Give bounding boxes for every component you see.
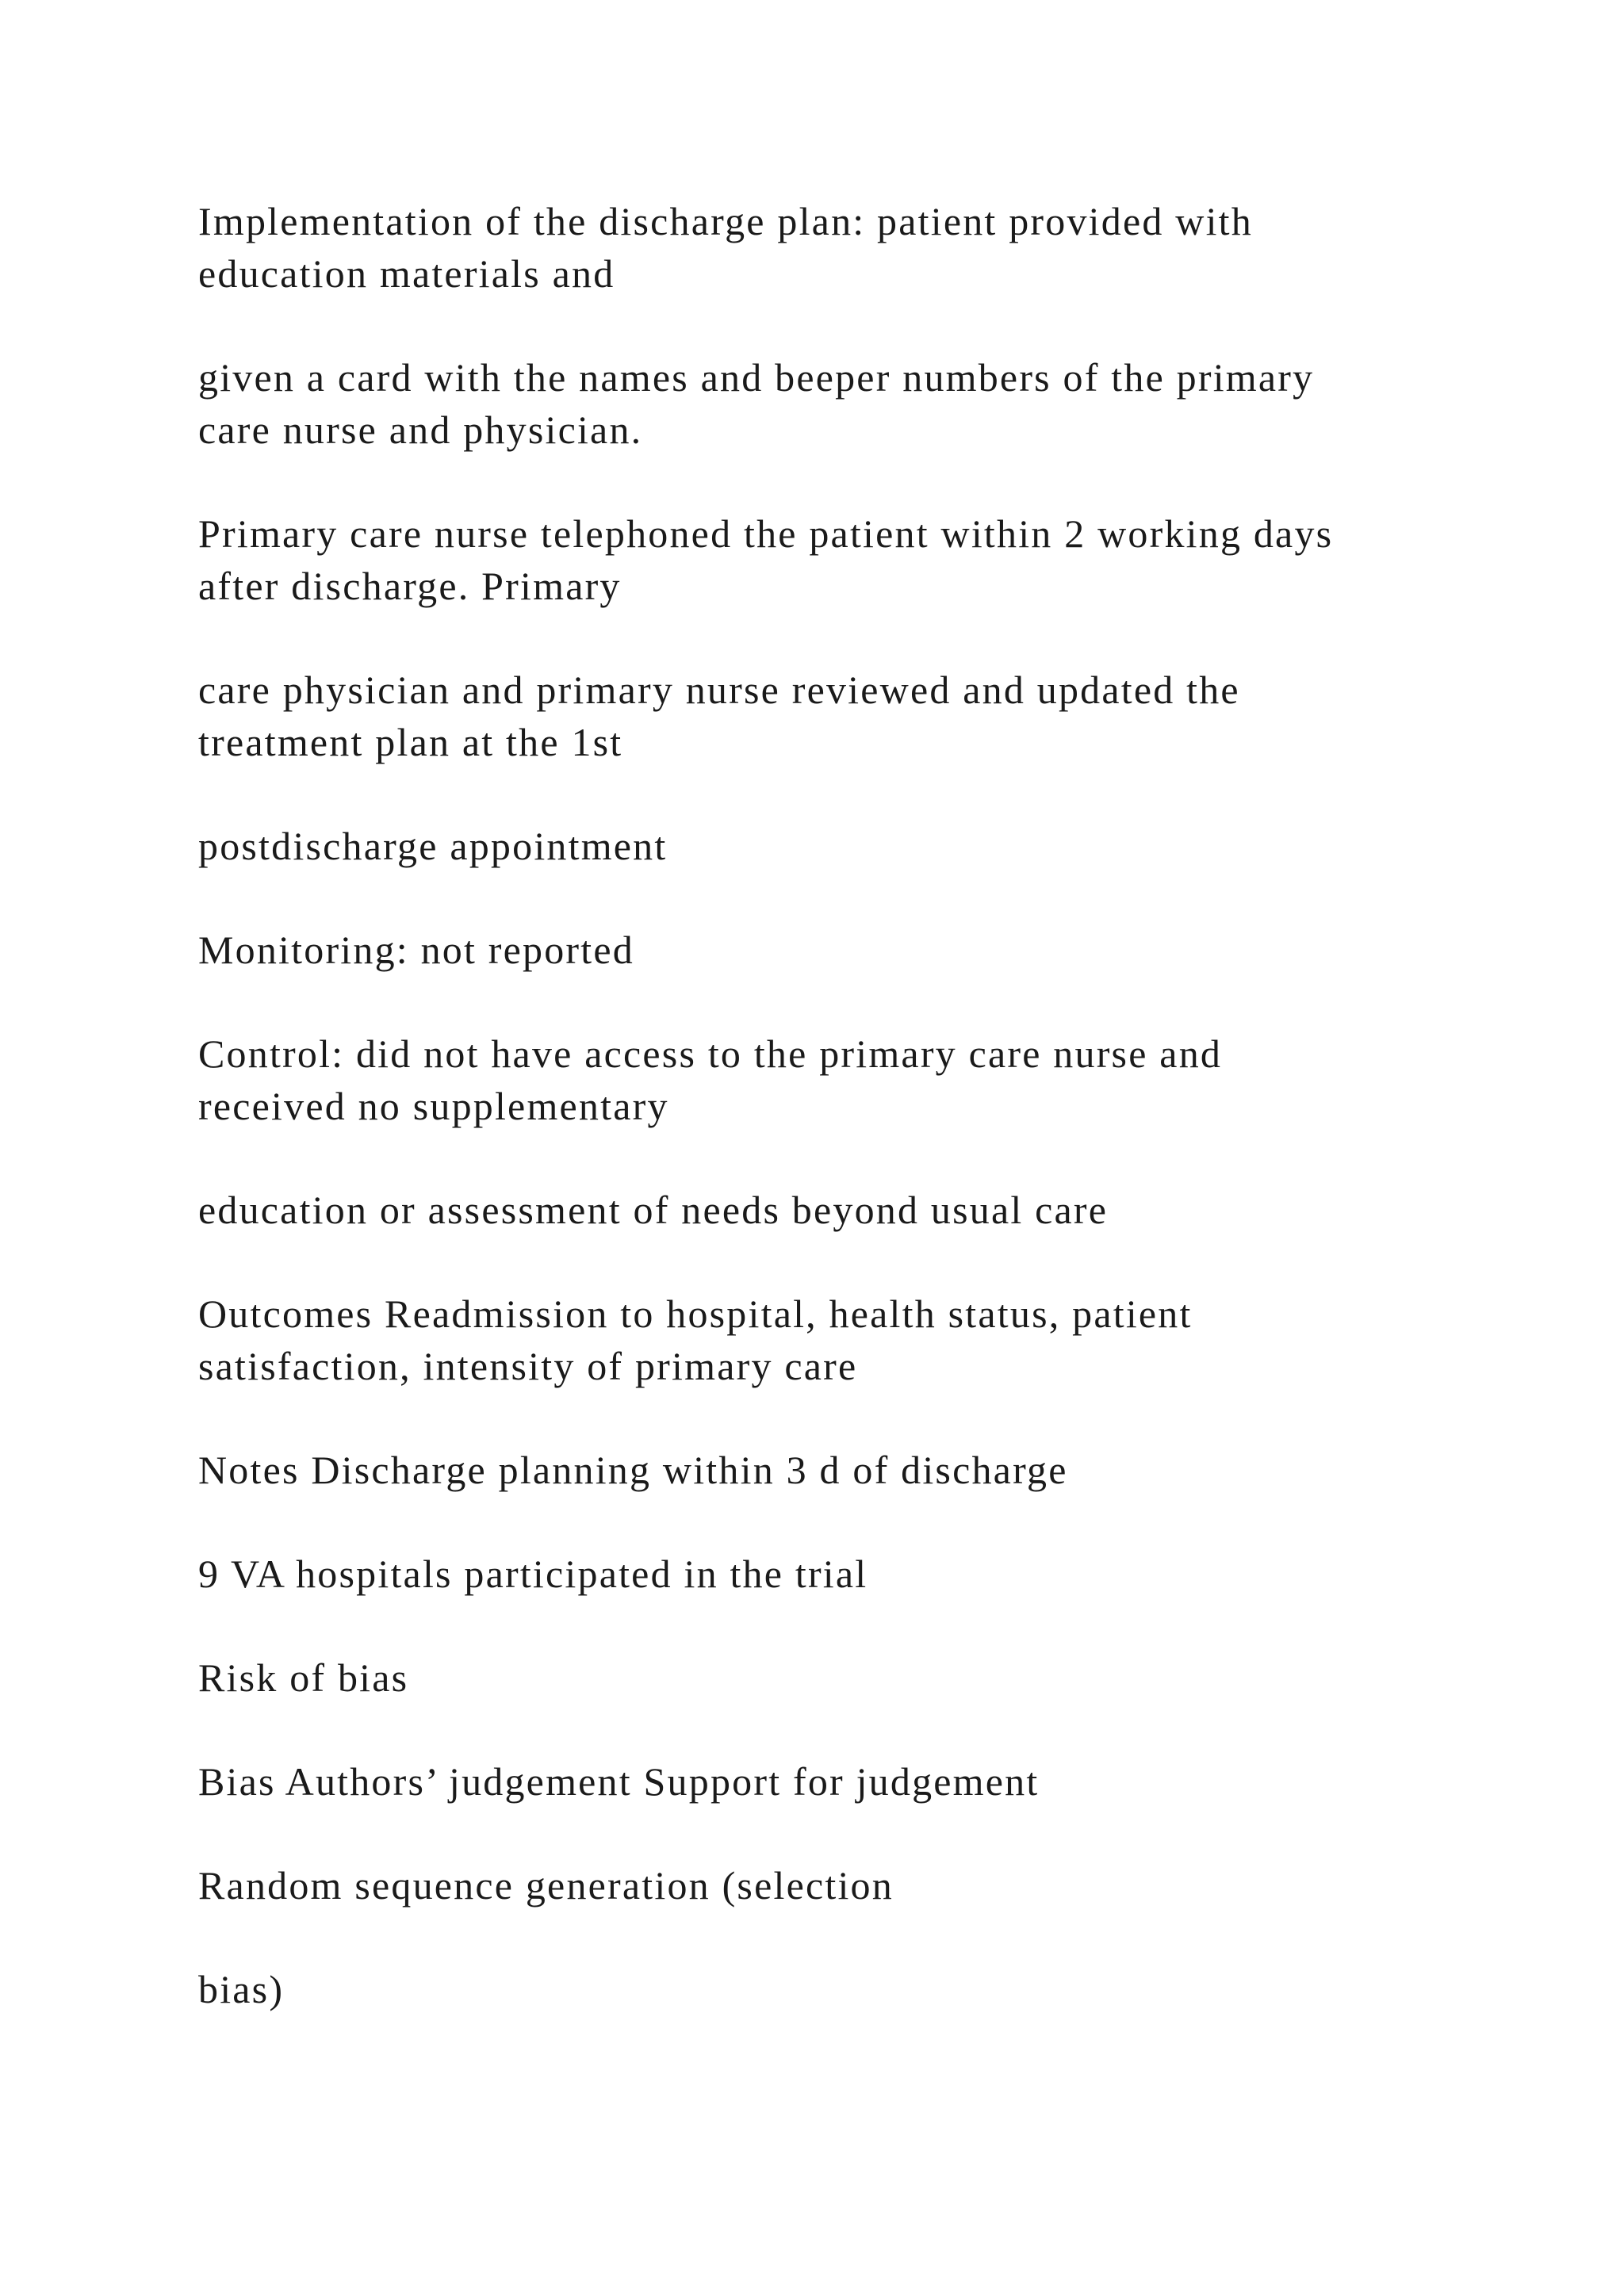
paragraph-education: [198, 1184, 1546, 1236]
text-line: Notes Discharge planning within 3 d of discharge: [198, 1448, 1068, 1492]
text-line: Implementation of the discharge plan: patient provided with: [198, 199, 1253, 243]
paragraph-card: [198, 351, 1546, 456]
text-line: education materials and: [198, 251, 615, 296]
text-line: Bias Authors’ judgement Support for judgement: [198, 1759, 1040, 1804]
paragraph-monitoring: [198, 924, 1546, 976]
paragraph-random-sequence: [198, 1859, 1546, 1911]
table-header-bias: [198, 1755, 1546, 1808]
text-line: postdischarge appointment: [198, 824, 668, 868]
paragraph-telephone: [198, 507, 1546, 612]
paragraph-treatment-plan: [198, 664, 1546, 768]
text-line: education or assessment of needs beyond usual care: [198, 1188, 1109, 1232]
paragraph-va-hospitals: [198, 1548, 1546, 1600]
text-line: care nurse and physician.: [198, 408, 643, 452]
text-line: after discharge. Primary: [198, 564, 622, 608]
text-line: Random sequence generation (selection: [198, 1863, 894, 1908]
text-line: Risk of bias: [198, 1655, 409, 1700]
text-line: Primary care nurse telephoned the patient within 2 working days: [198, 511, 1334, 556]
paragraph-outcomes: [198, 1288, 1546, 1392]
paragraph-postdischarge: [198, 820, 1546, 872]
text-line: Control: did not have access to the primary care nurse and: [198, 1031, 1223, 1076]
paragraph-implementation: [198, 195, 1546, 300]
text-line: satisfaction, intensity of primary care: [198, 1344, 858, 1388]
text-line: treatment plan at the 1st: [198, 720, 623, 764]
text-line: Outcomes Readmission to hospital, health status, patient: [198, 1292, 1193, 1336]
text-line: received no supplementary: [198, 1084, 669, 1128]
text-line: 9 VA hospitals participated in the trial: [198, 1552, 868, 1596]
paragraph-notes: [198, 1444, 1546, 1496]
paragraph-control: [198, 1027, 1546, 1132]
text-line: given a card with the names and beeper numbers of the primary: [198, 355, 1315, 400]
section-heading-risk-of-bias: [198, 1651, 1546, 1704]
paragraph-bias-close: [198, 1963, 1546, 2015]
text-line: care physician and primary nurse reviewed and updated the: [198, 668, 1240, 712]
text-line: bias): [198, 1967, 285, 2011]
text-line: Monitoring: not reported: [198, 928, 634, 972]
